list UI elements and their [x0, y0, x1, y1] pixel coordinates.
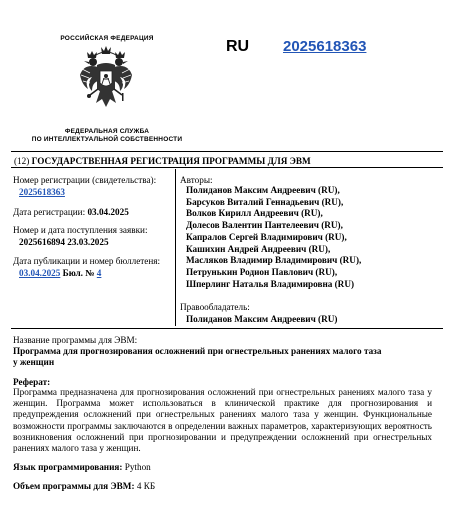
application-value: 2025616894 23.03.2025	[19, 237, 109, 247]
registration-number-link[interactable]: 2025618363	[283, 38, 367, 55]
size-value: 4 КБ	[136, 481, 156, 491]
language-value: Python	[124, 462, 151, 472]
agency-line-1: ФЕДЕРАЛЬНАЯ СЛУЖБА	[64, 128, 150, 135]
reg-date-value: 03.04.2025	[87, 207, 129, 217]
reg-number-label: Номер регистрации (свидетельства):	[13, 175, 157, 185]
bulletin-number-link[interactable]: 4	[96, 268, 102, 278]
title-code: (12)	[14, 156, 30, 166]
reg-date-label: Дата регистрации:	[13, 207, 86, 217]
author-item: Волков Кирилл Андреевич (RU),	[186, 208, 323, 219]
language-label: Язык программирования:	[13, 462, 123, 472]
holder-value: Полиданов Максим Андреевич (RU)	[186, 314, 338, 324]
author-item: Масляков Владимир Владимирович (RU),	[186, 255, 362, 266]
author-item: Шперлинг Наталья Владимировна (RU)	[186, 278, 355, 289]
program-name-label: Название программы для ЭВМ:	[13, 335, 138, 345]
reg-number-link[interactable]: 2025618363	[19, 187, 65, 197]
publication-date-link[interactable]: 03.04.2025	[19, 268, 61, 278]
title-top-rule	[11, 151, 443, 152]
size-row	[13, 480, 155, 492]
author-item: Петрунькин Родион Павлович (RU),	[186, 266, 338, 277]
title-text: ГОСУДАРСТВЕННАЯ РЕГИСТРАЦИЯ ПРОГРАММЫ ДЛЯ ЭВМ	[31, 156, 311, 166]
federation-heading: РОССИЙСКАЯ ФЕДЕРАЦИЯ	[60, 35, 154, 42]
author-item: Капралов Сергей Владимирович (RU),	[186, 231, 347, 242]
publication-row	[19, 267, 101, 279]
publication-label: Дата публикации и номер бюллетеня:	[13, 256, 161, 266]
title-line	[14, 155, 311, 167]
agency-line-2: ПО ИНТЕЛЛЕКТУАЛЬНОЙ СОБСТВЕННОСТИ	[31, 136, 183, 143]
coat-of-arms-emblem	[78, 45, 134, 111]
author-item: Долесов Валентин Пантелеевич (RU),	[186, 220, 343, 231]
column-divider	[175, 169, 176, 326]
authors-label: Авторы:	[180, 175, 213, 185]
author-item: Барсуков Виталий Геннадьевич (RU),	[186, 196, 344, 207]
language-row	[13, 461, 151, 473]
holder-label: Правообладатель:	[180, 302, 250, 312]
author-item: Кашихин Андрей Андреевич (RU),	[186, 243, 331, 254]
reg-date-row	[13, 206, 129, 218]
title-bottom-rule	[11, 167, 443, 168]
size-label: Объем программы для ЭВМ:	[13, 481, 135, 491]
author-item: Полиданов Максим Андреевич (RU),	[186, 185, 340, 195]
abstract-text: Программа предназначена для прогнозирования осложнений при огнестрельных ранениях малого таза у женщин. Программа может использоваться в клинической практике для прогнозирования и предупреждения осложнений при огнестрельных ранениях малого таза у женщин. Функциональные возможности программы заключаются в определении важных параметров, характеризующих вероятность возникновения осложнений при прогнозировании и предупреждении осложнений при огнестрельных ранениях малого таза у женщин.	[13, 387, 432, 454]
authors-list	[186, 185, 361, 290]
program-name-line-1: Программа для прогнозирования осложнений при огнестрельных ранениях малого таза	[13, 346, 382, 356]
program-name-line-2: у женщин	[13, 357, 55, 367]
bulletin-label: Бюл. №	[62, 268, 95, 278]
section-rule	[11, 328, 443, 329]
application-label: Номер и дата поступления заявки:	[13, 225, 148, 235]
country-code: RU	[226, 38, 250, 55]
abstract-label: Реферат:	[13, 377, 51, 387]
